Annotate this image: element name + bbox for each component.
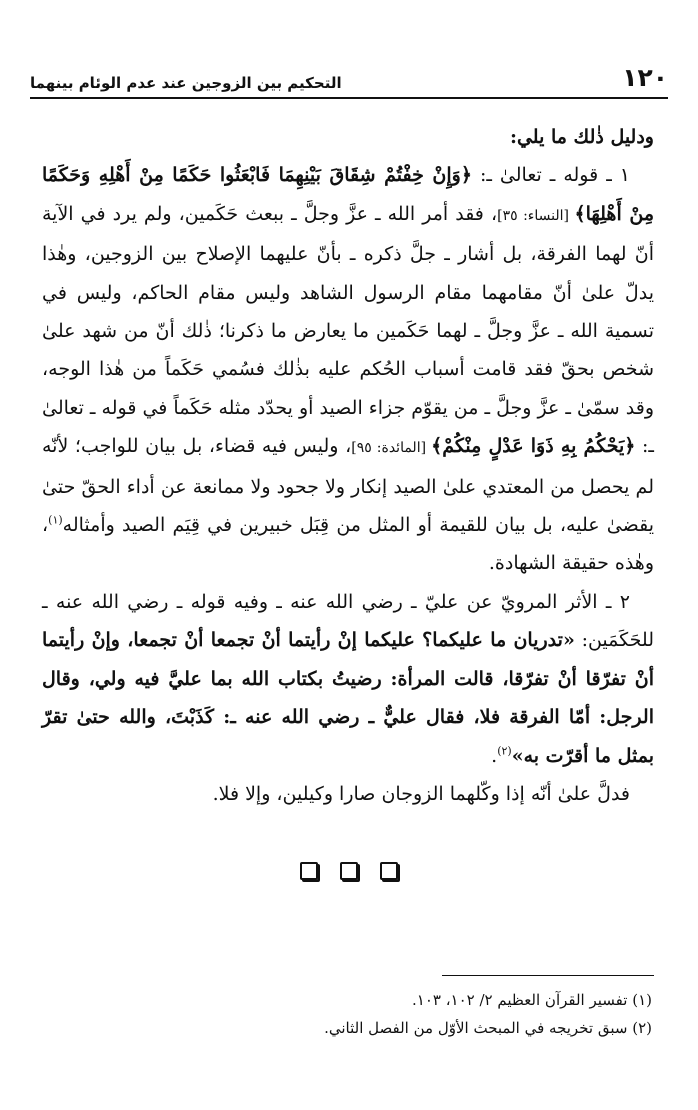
p2-lead: ٢ ـ الأثر المرويّ عن عليّ ـ رضي الله عنه ـ وفيه قوله ـ رضي الله عنه ـ للحَكَمَين: xyxy=(42,590,654,652)
running-title: التحكيم بين الزوجين عند عدم الوئام بينهما xyxy=(30,74,342,92)
p1-lead: ١ ـ قوله ـ تعالىٰ ـ: xyxy=(471,164,630,187)
quran-verse-maida: ﴿يَحْكُمُ بِهِ ذَوَا عَدْلٍ مِنْكُمْ﴾ xyxy=(431,435,636,458)
footnote-2-mark: (٢) xyxy=(632,1019,652,1037)
conclusion: فدلَّ علىٰ أنّه إذا وكّلهما الزوجان صارا وكيلين، وإلا فلا. xyxy=(212,782,630,805)
p2-end: . xyxy=(491,744,498,767)
page-number: ١٢٠ xyxy=(622,63,668,92)
footnote-divider xyxy=(442,975,654,976)
footnote-marker-2[interactable]: (٢) xyxy=(497,744,512,758)
p1-text-3: ، وهٰذه حقيقة الشهادة. xyxy=(42,514,654,575)
verse-reference-nisa: [النساء: ٣٥] xyxy=(497,207,575,224)
footnote-2 xyxy=(42,1014,652,1042)
quran-verse-nisa: ﴿وَإِنْ خِفْتُمْ شِقَاقَ بَيْنِهِمَا فَابْعَثُوا حَكَمًا مِنْ أَهْلِهِ وَحَكَمًا مِنْ أَهْلِهَا﴾ xyxy=(42,164,654,225)
footnote-1-text: تفسير القرآن العظيم ٢/ ١٠٢، ١٠٣. xyxy=(411,991,628,1009)
intro-heading: ودليل ذٰلك ما يلي: xyxy=(509,126,654,148)
ali-quote: «تدريان ما عليكما؟ عليكما إنْ رأيتما أنْ تجمعا أنْ تجمعا، وإنْ رأيتما أنْ تفرّقا أنْ تفرّقا، قالت المرأة: رضيتُ بكتاب الله بما عليَّ فيه ولي، وقال الرجل: أمّا الفرقة فلا، فقال عليٌّ ـ رضي الله عنه ـ: كَذَبْتَ، والله حتىٰ تقرّ بمثل ما أقرّت به» xyxy=(42,629,654,767)
footnote-marker-1[interactable]: (١) xyxy=(48,513,63,527)
page-header xyxy=(30,58,668,92)
footnote-2-text: سبق تخريجه في المبحث الأوّل من الفصل الثاني. xyxy=(324,1019,628,1037)
footnotes xyxy=(42,986,652,1042)
footnote-1-mark: (١) xyxy=(632,991,652,1009)
body-text xyxy=(42,118,654,813)
paragraph-1 xyxy=(42,156,654,582)
header-rule xyxy=(30,97,668,99)
footnote-1 xyxy=(42,986,652,1014)
verse-reference-maida: [المائدة: ٩٥] xyxy=(351,440,432,457)
p1-text: ، فقد أمر الله ـ عزَّ وجلَّ ـ ببعث حَكَمين، ولم يرد في الآية أنّ لهما الفرقة، بل أشار ـ جلَّ ذكره ـ بأنّ عليهما الإصلاح بين الزوجين، وهٰذا يدلّ علىٰ أنّ مقامهما مقام الرسول الشاهد وليس مقام الحاكم، وليس في تسمية الله ـ عزَّ وجلَّ ـ لهما حَكَمين ما يعارض ما ذكرنا؛ ذٰلك أنّ من شهد علىٰ شخص بحقّ فقد قامت أسباب الحُكم عليه بذٰلك فسُمي حَكَماً من هٰذا الوجه، وقد سمّىٰ ـ عزَّ وجلَّ ـ من يقوّم جزاء الصيد أو يحدّد مثله حَكَماً في قوله ـ تعالىٰ ـ: xyxy=(42,202,654,458)
p1-text-2: ، وليس فيه قضاء، بل بيان للواجب؛ لأنّه لم يحصل من المعتدي علىٰ الصيد إنكار ولا جحود ولا ممانعة عن أداء الحقّ حتىٰ يقضىٰ عليه، بل بيان للقيمة أو المثل من قِبَل خبيرين في قِيَم الصيد وأمثاله xyxy=(42,435,654,537)
section-end-ornament xyxy=(0,862,698,880)
square-ornament-icon xyxy=(380,862,398,880)
paragraph-2 xyxy=(42,583,654,775)
square-ornament-icon xyxy=(300,862,318,880)
square-ornament-icon xyxy=(340,862,358,880)
